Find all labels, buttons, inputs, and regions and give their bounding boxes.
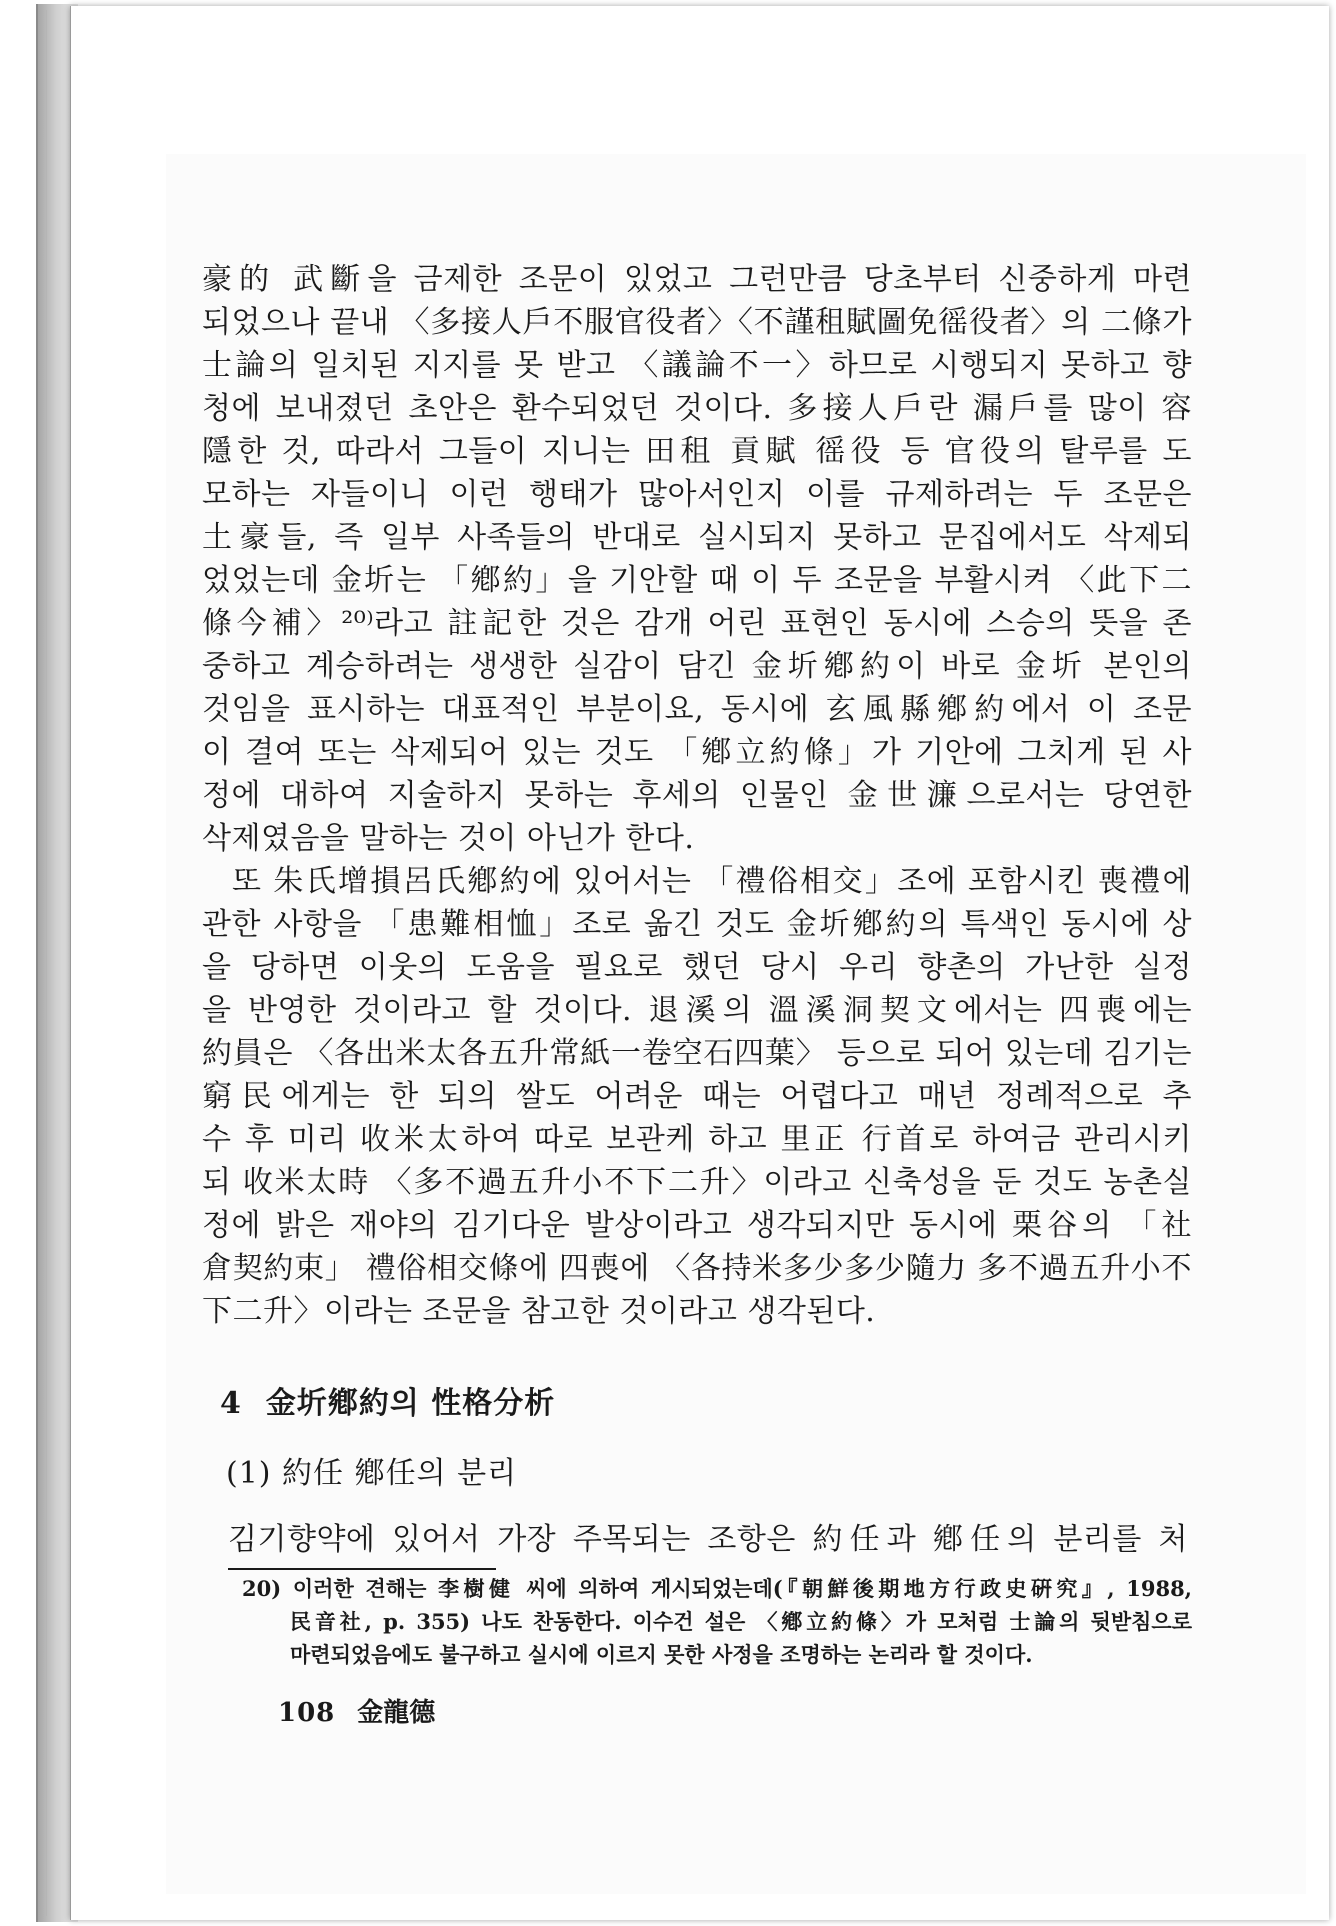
page-footer <box>278 1692 435 1729</box>
section-number: 4 <box>220 1386 242 1421</box>
body-line: 約員은 〈各出米太各五升常紙一卷空石四葉〉 등으로 되어 있는데 김기는 <box>202 1036 1192 1071</box>
body-line: 정에 대하여 지술하지 못하는 후세의 인물인 金世濂으로서는 당연한 <box>202 778 1192 813</box>
running-footer-author: 金龍德 <box>357 1698 436 1728</box>
body-line: 隱한 것, 따라서 그들이 지니는 田租 貢賦 徭役 등 官役의 탈루를 도 <box>202 434 1192 469</box>
body-line: 관한 사항을 「患難相恤」조로 옮긴 것도 金圻鄕約의 특색인 동시에 상 <box>202 907 1192 942</box>
body-line: 窮民에게는 한 되의 쌀도 어려운 때는 어렵다고 매년 정례적으로 추 <box>202 1079 1192 1114</box>
section-heading <box>220 1378 555 1422</box>
footnote-line: 마련되었음에도 불구하고 실시에 이르지 못한 사정을 조명하는 논리라 할 것이다. <box>290 1642 1033 1667</box>
body-line: 또 朱氏增損呂氏鄕約에 있어서는 「禮俗相交」조에 포함시킨 喪禮에 <box>232 864 1192 899</box>
body-line: 土豪들, 즉 일부 사족들의 반대로 실시되지 못하고 문집에서도 삭제되 <box>202 520 1192 555</box>
body-line: 下二升〉이라는 조문을 참고한 것이라고 생각된다. <box>202 1294 876 1329</box>
body-line: 수 후 미리 收米太하여 따로 보관케 하고 里正 行首로 하여금 관리시키 <box>202 1122 1192 1157</box>
body-text <box>202 258 1192 1333</box>
body-line: 倉契約束」 禮俗相交條에 四喪에 〈各持米多少多少隨力 多不過五升小不 <box>202 1251 1192 1286</box>
body-line: 되 收米太時 〈多不過五升小不下二升〉이라고 신축성을 둔 것도 농촌실 <box>202 1165 1192 1200</box>
body-line: 모하는 자들이니 이런 행태가 많아서인지 이를 규제하려는 두 조문은 <box>202 477 1192 512</box>
body-line: 이 결여 또는 삭제되어 있는 것도 「鄕立約條」가 기안에 그치게 된 사 <box>202 735 1192 770</box>
body-line: 것임을 표시하는 대표적인 부분이요, 동시에 玄風縣鄕約에서 이 조문 <box>202 692 1192 727</box>
body-line: 條今補〉²⁰⁾라고 註記한 것은 감개 어린 표현인 동시에 스승의 뜻을 존 <box>202 606 1192 641</box>
subsection-heading: (1) 約任 鄕任의 분리 <box>226 1456 518 1491</box>
section-title: 金圻鄕約의 性格分析 <box>265 1386 556 1421</box>
footnote <box>242 1572 1192 1671</box>
body-line: 을 당하면 이웃의 도움을 필요로 했던 당시 우리 향촌의 가난한 실정 <box>202 950 1192 985</box>
body-line: 정에 밝은 재야의 김기다운 발상이라고 생각되지만 동시에 栗谷의 「社 <box>202 1208 1192 1243</box>
body-line: 되었으나 끝내 〈多接人戶不服官役者〉〈不謹租賦圖免徭役者〉의 二條가 <box>202 305 1192 340</box>
body-line: 삭제였음을 말하는 것이 아닌가 한다. <box>202 821 695 856</box>
footnote-line: 20) 이러한 견해는 李樹健 씨에 의하여 게시되었는데(『朝鮮後期地方行政史硏究』, 1988, <box>242 1576 1192 1601</box>
footnote-line: 民音社, p. 355) 나도 찬동한다. 이수건 설은 〈鄕立約條〉가 모처럼 士論의 뒷받침으로 <box>290 1609 1192 1634</box>
body-line: 士論의 일치된 지지를 못 받고 〈議論不一〉하므로 시행되지 못하고 향 <box>202 348 1192 383</box>
footnote-divider <box>228 1568 496 1570</box>
body-line: 을 반영한 것이라고 할 것이다. 退溪의 溫溪洞契文에서는 四喪에는 <box>202 993 1192 1028</box>
body-line: 청에 보내졌던 초안은 환수되었던 것이다. 多接人戶란 漏戶를 많이 容 <box>202 391 1192 426</box>
body-line: 었었는데 金圻는 「鄕約」을 기안할 때 이 두 조문을 부활시켜 〈此下二 <box>202 563 1192 598</box>
body-line: 중하고 계승하려는 생생한 실감이 담긴 金圻鄕約이 바로 金圻 본인의 <box>202 649 1192 684</box>
body-line: 김기향약에 있어서 가장 주목되는 조항은 約任과 鄕任의 분리를 처 <box>228 1522 1188 1557</box>
body-line: 豪的 武斷을 금제한 조문이 있었고 그런만큼 당초부터 신중하게 마련 <box>202 262 1192 297</box>
page-number: 108 <box>278 1698 336 1728</box>
